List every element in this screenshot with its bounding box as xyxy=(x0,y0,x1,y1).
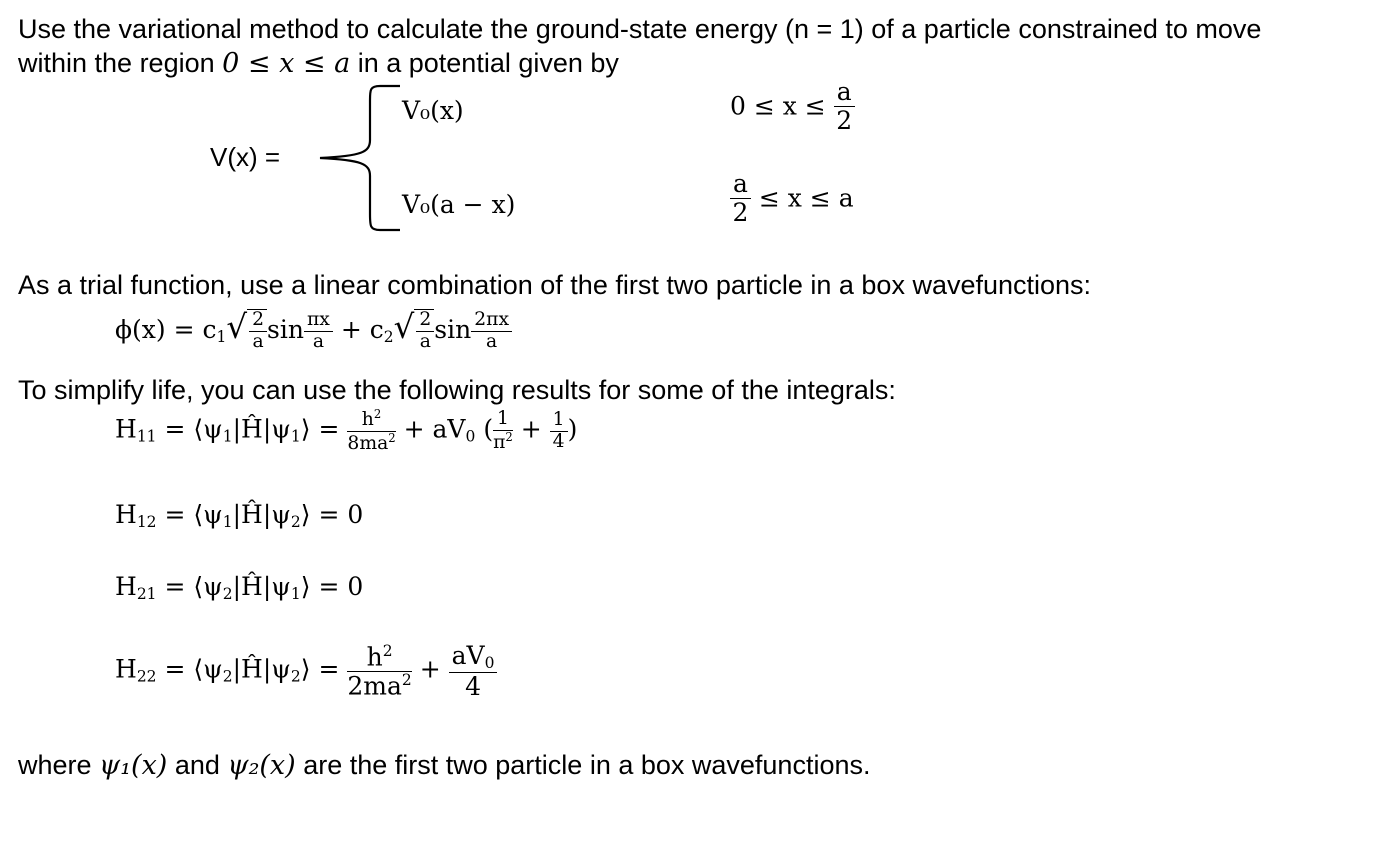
h22-equation: $H_{22}$ = $⟨\psi_2|Ĥ|\psi_2⟩$ = $\frac{h^2}{2ma^2}$ + $\frac{aV_0}{4}$ xyxy=(115,642,497,700)
closing-text: where ψ₁(x) and ψ₂(x) are the first two particle in a box wavefunctions. xyxy=(18,750,871,781)
h11-equation: $H_{11}$ = $⟨\psi_1|Ĥ|\psi_1⟩$ = $\frac{h^2}{8ma^2}$ + $aV_0$ ( $\frac{1}{\pi^2}$ + $\frac{1}{4}$ ) xyxy=(115,407,578,454)
intro-line-2: within the region 0 ≤ x ≤ a in a potential given by xyxy=(18,48,619,79)
trial-function-equation: $\phi(x) = c_1√$ $\frac{2}{a}$ sin $\frac{\pi x}{a}$ + $c_2√$ $\frac{2}{a}$ sin $\frac{2\pi x}{a}$ xyxy=(115,308,512,353)
piece2-expression: V₀(a − x) xyxy=(402,190,516,219)
intro-range: 0 ≤ x ≤ a xyxy=(222,48,351,79)
piece2-condition: $\frac{a}{2}$ ≤ x ≤ a xyxy=(730,170,854,226)
trial-text: As a trial function, use a linear combination of the first two particle in a box wavefunctions: xyxy=(18,270,1092,300)
potential-label: V(x) = xyxy=(210,142,281,172)
piece1-expression: V₀(x) xyxy=(402,96,464,125)
piece1-condition: 0 ≤ x ≤ $\frac{a}{2}$ xyxy=(730,78,855,134)
h12-equation: $H_{12}$ = $⟨\psi_1|Ĥ|\psi_2⟩ = 0$ xyxy=(115,500,364,531)
intro-line-1: Use the variational method to calculate the ground-state energy (n = 1) of a particle constrained to move xyxy=(18,14,1262,44)
left-brace xyxy=(312,84,402,234)
simplify-text: To simplify life, you can use the following results for some of the integrals: xyxy=(18,375,896,405)
h21-equation: $H_{21}$ = $⟨\psi_2|Ĥ|\psi_1⟩ = 0$ xyxy=(115,572,364,603)
